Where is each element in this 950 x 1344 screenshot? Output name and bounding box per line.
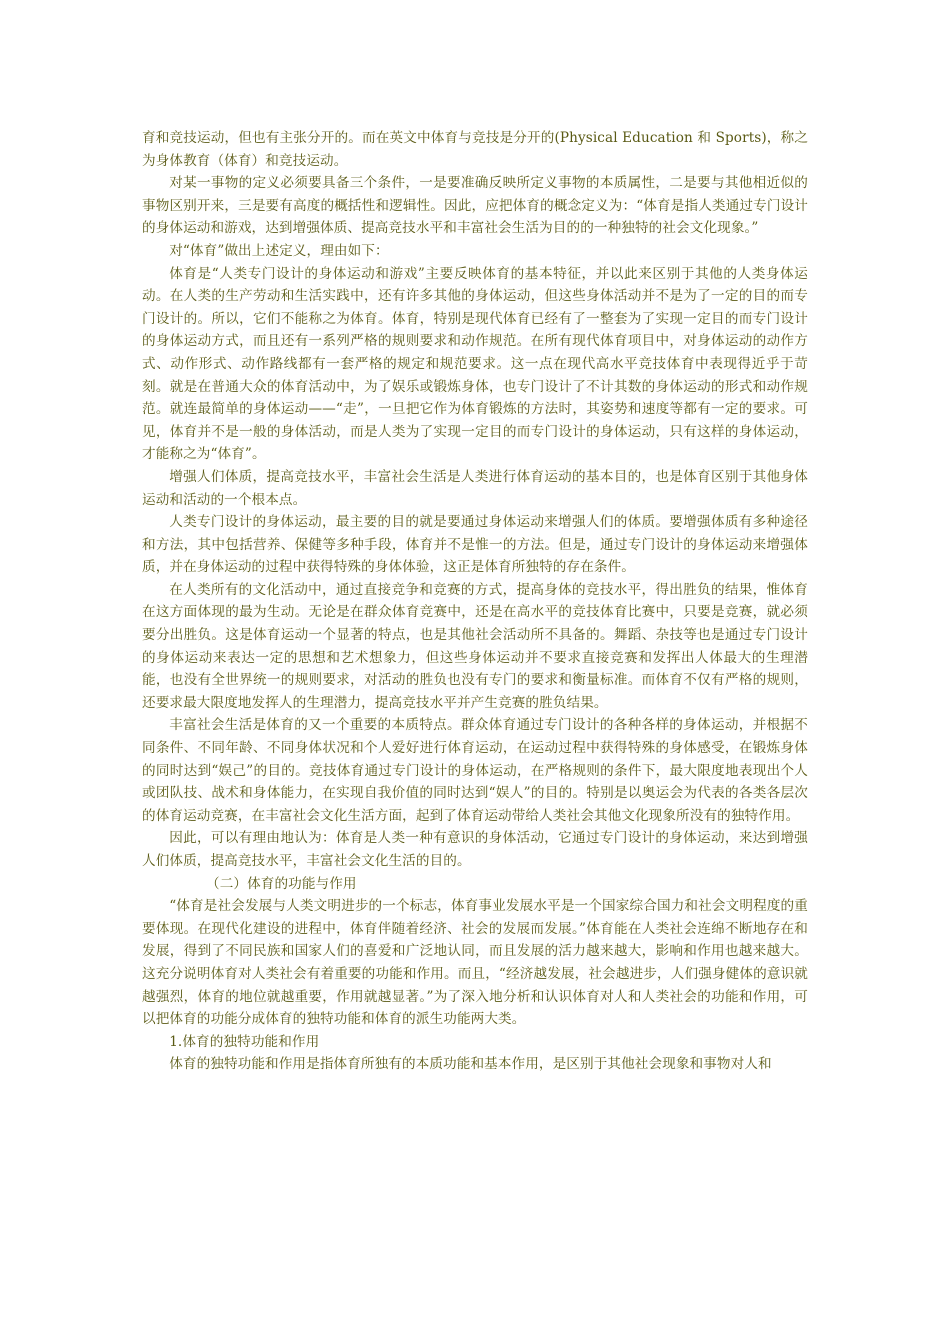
paragraph: 体育的独特功能和作用是指体育所独有的本质功能和基本作用，是区别于其他社会现象和事物对人和 [169,1056,772,1073]
paragraph: 丰富社会生活是体育的又一个重要的本质特点。群众体育通过专门设计的各种各样的身体运动，并根据不同条件、不同年龄、不同身体状况和个人爱好进行体育运动，在运动过程中获得特殊的身体感受，在锻炼身体的同时达到“娱己”的目的。竞技体育通过专门设计的身体运动，在严格规则的条件下，最大限度地表现出个人或团队技、战术和身体能力，在实现自我价值的同时达到“娱人”的目的。特别是以奥运会为代表的各类各层次的体育运动竞赛，在丰富社会文化生活方面，起到了体育运动带给人类社会其他文化现象所没有的独特作用。 [142,717,808,824]
paragraph: 育和竞技运动，但也有主张分开的。而在英文中体育与竞技是分开的(Physical Education 和 Sports)，称之为身体教育（体育）和竞技运动。 [142,130,808,169]
paragraph: 在人类所有的文化活动中，通过直接竞争和竞赛的方式，提高身体的竞技水平，得出胜负的结果，惟体育在这方面体现的最为生动。无论是在群众体育竞赛中，还是在高水平的竞技体育比赛中，只要是竞赛，就必须要分出胜负。这是体育运动一个显著的特点，也是其他社会活动所不具备的。舞蹈、杂技等也是通过专门设计的身体运动来表达一定的思想和艺术想象力，但这些身体运动并不要求直接竞赛和发挥出人体最大的生理潜能，也没有全世界统一的规则要求，对活动的胜负也没有专门的要求和衡量标准。而体育不仅有严格的规则，还要求最大限度地发挥人的生理潜力，提高竞技水平并产生竞赛的胜负结果。 [142,581,808,711]
paragraph: 体育是“人类专门设计的身体运动和游戏”主要反映体育的基本特征，并以此来区别于其他的人类身体运动。在人类的生产劳动和生活实践中，还有许多其他的身体运动，但这些身体活动并不是为了一定的目的而专门设计的。所以，它们不能称之为体育。体育，特别是现代体育已经有了一整套为了实现一定目的而专门设计的身体运动方式，而且还有一系列严格的规则要求和动作规范。在所有现代体育项目中，对身体运动的动作方式、动作形式、动作路线都有一套严格的规定和规范要求。这一点在现代高水平竞技体育中表现得近乎于苛刻。就是在普通大众的体育活动中，为了娱乐或锻炼身体，也专门设计了不计其数的身体运动的形式和动作规范。就连最简单的身体运动——“走”，一旦把它作为体育锻炼的方法时，其姿势和速度等都有一定的要求。可见，体育并不是一般的身体活动，而是人类为了实现一定目的而专门设计的身体运动，只有这样的身体运动，才能称之为“体育”。 [142,265,808,463]
document-page [142,127,808,1076]
paragraph: 对“体育”做出上述定义，理由如下： [169,242,389,259]
section-heading: （二）体育的功能与作用 [206,875,357,892]
paragraph: 因此，可以有理由地认为：体育是人类一种有意识的身体活动，它通过专门设计的身体运动，来达到增强人们体质，提高竞技水平，丰富社会文化生活的目的。 [142,830,808,869]
paragraph: 增强人们体质，提高竞技水平，丰富社会生活是人类进行体育运动的基本目的，也是体育区别于其他身体运动和活动的一个根本点。 [142,468,808,508]
paragraph: 人类专门设计的身体运动，最主要的目的就是要通过身体运动来增强人们的体质。要增强体质有多种途径和方法，其中包括营养、保健等多种手段，体育并不是惟一的方法。但是，通过专门设计的身体运动来增强体质，并在身体运动的过程中获得特殊的身体体验，这正是体育所独特的存在条件。 [142,514,808,576]
paragraph: “体育是社会发展与人类文明进步的一个标志，体育事业发展水平是一个国家综合国力和社会文明程度的重要体现。在现代化建设的进程中，体育伴随着经济、社会的发展而发展。”体育能在人类社会连绵不断地存在和发展，得到了不同民族和国家人们的喜爱和广泛地认同，而且发展的活力越来越大，影响和作用也越来越大。这充分说明体育对人类社会有着重要的功能和作用。而且，“经济越发展，社会越进步，人们强身健体的意识就越强烈，体育的地位就越重要，作用就越显著。”为了深入地分析和认识体育对人和人类社会的功能和作用，可以把体育的功能分成体育的独特功能和体育的派生功能两大类。 [142,898,808,1028]
paragraph: 对某一事物的定义必须要具备三个条件，一是要准确反映所定义事物的本质属性，二是要与其他相近似的事物区别开来，三是要有高度的概括性和逻辑性。因此，应把体育的概念定义为：“体育是指人类通过专门设计的身体运动和游戏，达到增强体质、提高竞技水平和丰富社会生活为目的的一种独特的社会文化现象。” [142,175,808,237]
subsection-heading: 1.体育的独特功能和作用 [169,1033,320,1050]
